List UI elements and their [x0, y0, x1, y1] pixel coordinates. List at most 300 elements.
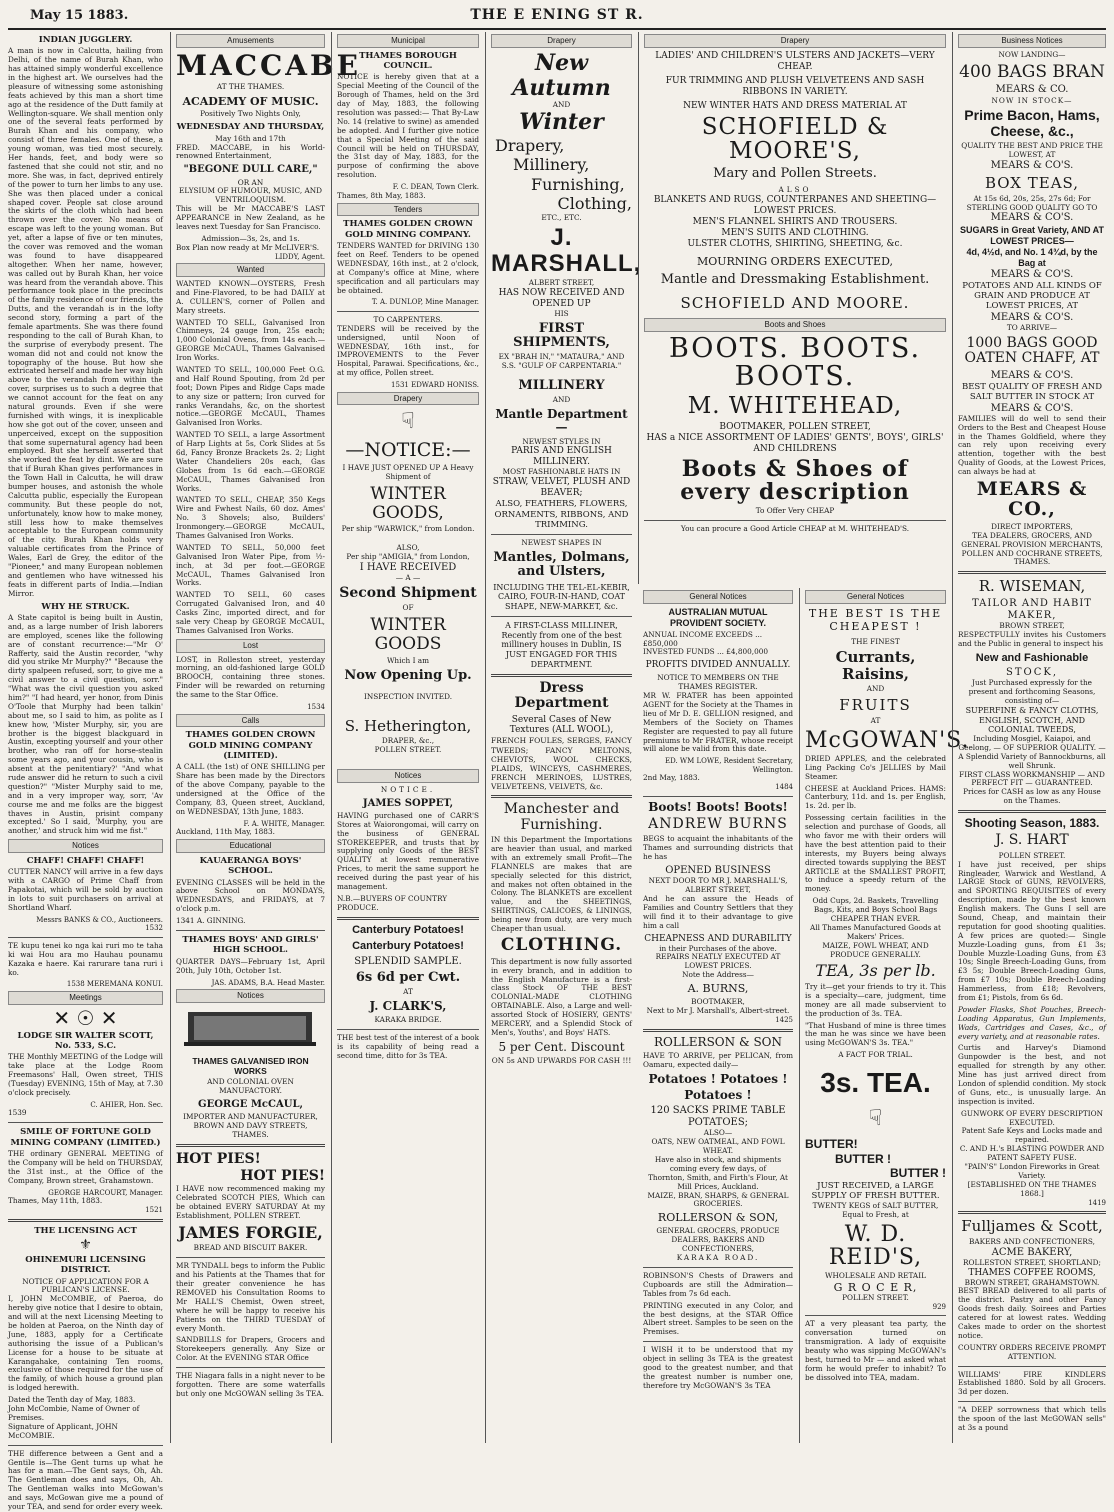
calls-signature: F. A. WHITE, Manager.	[243, 819, 325, 828]
husband-quote: "That Husband of mine is three times the man he was since we have been using McGOWAN'S 3s. TEA."	[805, 1020, 946, 1048]
fireworks: "PAIN'S" London Fireworks in Great Variety.	[964, 1162, 1100, 1180]
column-5	[638, 588, 798, 1443]
next-door: NEXT DOOR TO MR J. MARSHALL'S, ALBERT STREET,	[648, 876, 788, 895]
ulsters-line: LADIES' AND CHILDREN'S ULSTERS AND JACKETS—VERY CHEAP.	[655, 50, 935, 72]
mears-2: MEARS & CO'S.	[990, 159, 1074, 171]
bootmaker-address: BOOTMAKER, POLLEN STREET,	[719, 421, 871, 432]
best-cheapest: THE BEST IS THE CHEAPEST !	[808, 606, 943, 634]
gunwork: GUNWORK OF EVERY DESCRIPTION EXECUTED.	[961, 1108, 1103, 1127]
also-label: ALSO,	[396, 543, 420, 553]
potato-price: 6s 6d per Cwt.	[355, 969, 461, 985]
pointing-hand-icon: ☟	[868, 1106, 883, 1132]
burns-text: BEGS to acquaint the inhabitants of the Thames and surrounding districts that he has	[643, 834, 793, 862]
winter-goods-2: WINTER GOODS	[370, 615, 446, 655]
odd-cups: Odd Cups, 2d. Baskets, Travelling Bags, Kits, and Boys School Bags CHEAPER THAN EVER.	[812, 896, 939, 923]
salt-butter: TWENTY KEGS of SALT BUTTER, Equal to Fresh, at	[812, 1200, 939, 1219]
burns-name: ANDREW BURNS	[648, 816, 788, 833]
hetherington-address: POLLEN STREET.	[374, 745, 442, 755]
amp-number: 1484	[775, 783, 793, 792]
manchester-text: IN this Department the Importations are heavier than usual, and marked with an extremely small Profit—The FLANNELS are makes that are specially selected for this district, and makes not often obtained in the Colony. The BLANKETS are excellent value, and the SHEETINGS, SHIRTINGS, CALICOES, & LININGS, being new from duty, are very much Cheaper than usual.	[491, 835, 632, 933]
straw-velvet: STRAW, VELVET, PLUSH AND BEAVER;	[492, 477, 631, 499]
works-subtitle: AND COLONIAL OVEN MANUFACTORY.	[207, 1077, 294, 1096]
maccabe-title: MACCABE	[176, 48, 362, 82]
wanted-7: WANTED TO SELL, 60 cases Corrugated Galvanised Iron, and 40 Casks Zinc, imported direct, and for sale very Cheap by GEORGE McCAUL, Thames Galvanised Iron Works.	[176, 590, 325, 635]
amp-signature: ED. WM LOWE, Resident Secretary, Wellington.	[665, 757, 793, 774]
wanted-1: WANTED KNOWN—OYSTERS, Fresh and Fine-Flavored, to be had DAILY at A. CULLEN'S, corner of Pollen and Mary streets.	[176, 278, 325, 315]
smile-heading: SMILE OF FORTUNE GOLD MINING COMPANY (LIMITED.)	[10, 1127, 161, 1148]
smile-date: Thames, May 11th, 1883.	[8, 1196, 103, 1206]
pies-heading-2: HOT PIES!	[240, 1168, 325, 1185]
potatoes-heading-2: Potatoes !	[684, 1087, 752, 1102]
licensing-owner: John McCombie, Name of Owner of Premises.	[8, 1404, 140, 1422]
divider	[8, 1219, 163, 1222]
bannockburns: A Splendid Variety of Bannockburns, all well Shrunk.	[958, 751, 1106, 770]
drapery-label: Drapery,	[495, 135, 565, 155]
edu2-heading: THAMES BOYS' AND GIRLS' HIGH SCHOOL.	[182, 935, 319, 956]
amp-date: 2nd May, 1883.	[643, 773, 700, 783]
received-text: HAS NOW RECEIVED AND OPENED UP	[498, 287, 625, 309]
section-notices: Notices	[8, 839, 163, 853]
dressmaking-establishment: Mantle and Dressmaking Establishment.	[660, 271, 930, 287]
potatoes-heading-1: Canterbury Potatoes!	[352, 923, 464, 936]
fact-for-trial: A FACT FOR TRIAL.	[838, 1050, 913, 1060]
clothing-text: This department is now fully assorted in every branch, and in addition to the English Manufacture is a first-class Stock OF THE BEST COLONIAL-MADE CLOTHING OBTAINABLE. Also, a Large and well-assorted Stock of HOSIERY, GENTS' MERCERY, and a Splendid Stock of Men's, Youths', and Boys' HATS.	[491, 956, 632, 1037]
new-autumn: New Autumn	[512, 49, 611, 102]
muni-signature: F. C. DEAN, Town Clerk.	[392, 183, 479, 192]
newest-styles: NEWEST STYLES IN	[522, 436, 601, 446]
manufactured-goods: All Thames Manufactured Goods at Makers' Prices.	[810, 922, 941, 941]
oats-wheat: OATS, NEW OATMEAL, AND FOWL WHEAT.	[651, 1137, 785, 1156]
edu-text: EVENING CLASSES will be held in the above School on MONDAYS, WEDNESDAYS, and FRIDAYS, at 7 o'clock p.m.	[176, 877, 325, 914]
received-label: I HAVE RECEIVED	[359, 561, 457, 573]
ship-amigia: Per ship "AMIGIA," from London,	[346, 552, 470, 562]
licensing-text: I, JOHN McCOMBIE, of Paeroa, do hereby give notice that I desire to obtain, and will at the next Licensing Meeting to be holden at Paeroa, on the Ninth day of June, 1883, apply for a Certificate authorising the issue of a Publican's License for a house to be situate at Karangahake, containing Ten rooms, exclusive of those required for the use of the family, of which house a ground plan is lodged herewith.	[8, 1294, 163, 1393]
suits-line: MEN'S SUITS AND CLOTHING.	[721, 227, 869, 238]
chaff-signature: Messrs BANKS & CO., Auctioneers.	[36, 915, 163, 924]
tea-3s-banner: 3s. TEA.	[820, 1067, 931, 1099]
calls-heading: THAMES GOLDEN CROWN GOLD MINING COMPANY (LIMITED).	[185, 730, 316, 761]
sacks-potatoes: 120 SACKS PRIME TABLE POTATOES;	[650, 1104, 786, 1129]
sandbills-notice: SANDBILLS for Drapers, Grocers and Storekeepers generally. Any Size or Color. At the EVENING STAR Office	[176, 1335, 325, 1363]
dress-textures: Several Cases of New Textures (ALL WOOL),	[509, 714, 614, 736]
rollerson-arrive: HAVE TO ARRIVE, per PELICAN, from Oamaru, expected daily—	[643, 1050, 793, 1069]
dates: May 16th and 17th	[215, 133, 286, 143]
discount-heading: 5 per Cent. Discount	[498, 1039, 625, 1054]
section-notices: Notices	[176, 989, 325, 1003]
mourning-orders: MOURNING ORDERS EXECUTED,	[696, 255, 894, 269]
book-filler: THE best test of the interest of a book is its capability of being read a second time, ditto for 3s TEA.	[337, 1032, 479, 1060]
established-1868: [ESTABLISHED ON THE THAMES 1868.]	[967, 1179, 1097, 1198]
and-label: AND	[552, 100, 571, 110]
and-label: AND	[866, 684, 885, 694]
section-business-notices: Business Notices	[958, 34, 1106, 48]
also-label: ALSO—	[703, 1128, 733, 1138]
winter-label: Winter	[519, 109, 604, 136]
butter-heading-2: BUTTER !	[835, 1151, 891, 1166]
section-educational: Educational	[176, 839, 325, 853]
maize-produce: MAIZE, FOWL WHEAT, AND PRODUCE GENERALLY.	[822, 940, 929, 959]
burns-text-2: And he can assure the Heads of Families and Country Settlers that they will find it to their advantage to give him a call	[643, 894, 793, 930]
procure-text: You can procure a Good Article CHEAP at M. WHITEHEAD'S.	[680, 523, 910, 533]
maori-notice: TE kupu tenei ko nga kai ruri mo te taha ki wai Hou ara mo Hauhau pounamu Kazaka e haere. Kai rarurare tana ruri i ko.	[8, 940, 163, 977]
ulster-cloths-line: ULSTER CLOTHS, SHIRTING, SHEETING, &c.	[687, 238, 903, 249]
column-2	[170, 32, 362, 1443]
including-shapes: INCLUDING THE TEL-EL-KEBIR, CAIRO, FOUR-IN-HAND, COAT SHAPE, NEW-MARKET, &c.	[493, 582, 630, 612]
paris-english: PARIS AND ENGLISH MILLINERY.	[511, 446, 612, 468]
soppet-name: JAMES SOPPET,	[362, 797, 454, 809]
mccaul-trade: IMPORTER AND MANUFACTURER,	[183, 1112, 318, 1122]
manchester-furnishing: Manchester and Furnishing.	[503, 801, 620, 833]
dress-materials: FRENCH FOULES, SERGES, FANCY TWEEDS; FANCY MELTONS, CHEVIOTS, WOOL CHECKS, PLAIDS, WINCEYS, CASHMERES, FRENCH MERINOES, LUSTRES, VELVETEENS, VELVETS, &c.	[491, 736, 632, 792]
notice-banner: —NOTICE:—	[345, 439, 471, 462]
feathers-flowers: ALSO, FEATHERS, FLOWERS, ORNAMENTS, RIBBONS, AND TRIMMING.	[494, 499, 629, 530]
forgie-trade: BREAD AND BISCUIT BAKER.	[193, 1243, 308, 1253]
amp-funds: INVESTED FUNDS ... £4,800,000	[643, 647, 769, 657]
hart-address: POLLEN STREET.	[998, 850, 1066, 860]
section-general-notices: General Notices	[643, 590, 793, 604]
second-shipment: Second Shipment	[339, 585, 477, 602]
bacon-hams: Prime Bacon, Hams, Cheese, &c.,	[964, 107, 1100, 139]
newest-shapes: NEWEST SHAPES IN	[521, 538, 602, 548]
at-label: AT	[403, 987, 413, 996]
section-calls: Calls	[176, 714, 325, 728]
wanted-5: WANTED TO SELL, CHEAP, 350 Kegs Wire and Fwhest Nails, 60 doz. Ames' No. 3 Shovels; also, Builders' Ironmongery.—GEORGE McCAUL, Thames Galvanised Iron Works.	[176, 495, 325, 540]
divider	[176, 1257, 325, 1258]
curtis-harvey: Curtis and Harvey's Diamond Gunpowder is the best, and not equalled for strength by any other. Mine has just arrived direct from London of splendid condition. My stock of Guns, etc., is unusually large. An inspection is invited.	[958, 1043, 1106, 1106]
divider	[643, 1267, 793, 1268]
muni-heading: THAMES BOROUGH COUNCIL.	[359, 50, 457, 72]
boots-shoes-description: Boots & Shoes of every description	[680, 455, 910, 505]
bran-bags: 400 BAGS BRAN	[959, 61, 1105, 82]
country-orders: COUNTRY ORDERS RECEIVE PROMPT ATTENTION.	[958, 1342, 1107, 1361]
chaff-number: 1532	[145, 924, 163, 933]
licensing-signature: Signature of Applicant, JOHN McCOMBIE.	[8, 1421, 118, 1440]
article-title-indian-jugglery: INDIAN JUGGLERY.	[38, 35, 133, 45]
divider	[958, 1211, 1106, 1214]
section-amusements: Amusements	[176, 34, 325, 48]
wanted-6: WANTED TO SELL, 50,000 feet Galvanised Iron Water Pipe, from ½-inch, at 3d per foot.—GEORGE McCAUL, Thames Galvanised Iron Works.	[176, 542, 325, 588]
section-wanted: Wanted	[176, 263, 325, 277]
divider	[491, 674, 632, 677]
acme-bakery: ACME BAKERY,	[991, 1246, 1073, 1258]
column-3	[331, 32, 484, 1443]
opening-up: Now Opening Up.	[344, 667, 472, 683]
now-in-stock: NOW IN STOCK—	[991, 95, 1073, 105]
section-tenders: Tenders	[337, 203, 479, 217]
thornton-flour: Thornton, Smith, and Firth's Flour, At Mill Prices, Auckland.	[648, 1172, 788, 1191]
cash-prices: Prices for CASH as low as any House on the Thames.	[963, 787, 1101, 806]
liddy-agent: LIDDY, Agent.	[274, 252, 325, 261]
chaff-text: CUTTER NANCY will arrive in a few days with a CARGO of Prime Chaff from Papakotai, which will be sold by auction in lots to suit purchasers on arrival at Shortland Wharf.	[8, 867, 163, 912]
brown-street: BROWN STREET,	[999, 621, 1065, 631]
soppet-nb: N.B.—BUYERS OF COUNTRY PRODUCE.	[337, 893, 448, 912]
tea-party-filler: AT a very pleasant tea party, the conversation turned on transmigration. A lady of exquisite beauty who was sipping McGOWAN's best, turned to Mr — and asked what form he would prefer to inhabit? To be dissolved into TEA, madam.	[805, 1319, 946, 1382]
opened-text: I HAVE JUST OPENED UP A Heavy Shipment of	[342, 463, 474, 482]
amp-profits: PROFITS DIVIDED ANNUALLY.	[645, 660, 791, 671]
his-label: HIS	[554, 308, 569, 318]
maize-bran: MAIZE, BRAN, SHARPS, & GENERAL GROCERIES.	[647, 1190, 789, 1209]
dress-department: Dress Department	[514, 679, 609, 712]
potatoes-heading-2: Canterbury Potatoes!	[352, 940, 464, 953]
stock-text: Just Purchased expressly for the present and forthcoming Seasons, consisting of—	[968, 678, 1096, 705]
calls-date: Auckland, 11th May, 1883.	[176, 827, 275, 837]
days: WEDNESDAY AND THURSDAY,	[176, 122, 325, 133]
divider	[643, 1341, 793, 1342]
discount-terms: ON 5s AND UPWARDS FOR CASH !!!	[491, 1055, 632, 1065]
box-teas-prices: At 15s 6d, 20s, 25s, 27s 6d; For STERLING GOOD QUALITY GO TO	[966, 193, 1098, 212]
potatoes-grain: POTATOES AND ALL KINDS OF GRAIN AND PRODUCE AT LOWEST PRICES, AT	[962, 280, 1102, 312]
divider	[643, 796, 793, 797]
mantles-dolmans: Mantles, Dolmans, and Ulsters,	[493, 550, 630, 580]
fresh-butter: BEST QUALITY OF FRESH AND SALT BUTTER IN STOCK AT	[961, 381, 1103, 403]
hart-number: 1419	[1088, 1198, 1106, 1207]
lodge-signature: C. AHIER, Hon. Sec.	[90, 1100, 163, 1109]
try-it: Try it—get your friends to try it. This is a specialty—care, judgment, time money are all made subservient to the production of 3s. TEA.	[805, 982, 946, 1018]
families-text: FAMILIES will do well to send their Orders to the Best and Cheapest House in the Thames Goldfield, where they can rely upon receiving every attention, together with the best Quality of Goods, at the Lowest Prices, can always be had at	[958, 413, 1106, 477]
masonic-emblem-icon: ✕ ☉ ✕	[53, 1005, 118, 1030]
also-label: ALSO	[778, 184, 812, 194]
licensing-notice-title: NOTICE OF APPLICATION FOR A PUBLICAN'S LICENSE.	[22, 1276, 149, 1295]
divider	[491, 534, 632, 535]
maori-signature: 1538 MEREMANA KONUI.	[66, 980, 163, 989]
tea-price-heading: TEA, 3s per lb.	[815, 961, 936, 981]
carpenters-signature: 1531 EDWARD HONISS.	[391, 381, 479, 390]
cloths-list: SUPERFINE & FANCY CLOTHS, ENGLISH, SCOTCH, AND COLONIAL TWEEDS,	[965, 705, 1099, 735]
first-shipments: FIRST SHIPMENTS,	[513, 320, 610, 350]
wanted-3: WANTED TO SELL, 100,000 Feet O.G. and Half Round Spouting, from 2d per foot; Down Pipes and Ridge Caps made to any size or pattern; Iron curved for ranks Verandahs, &c, on the shortest notice.—GEORGE McCAUL, Thames Galvanised Iron Works.	[176, 364, 325, 428]
furnishing-label: Furnishing,	[531, 174, 625, 194]
divider	[958, 810, 1106, 813]
tailor-label: TAILOR AND HABIT MAKER,	[972, 597, 1092, 621]
newspaper-title: THE E ENING ST R.	[470, 7, 644, 23]
divider	[958, 1366, 1106, 1367]
section-municipal: Municipal	[337, 34, 479, 48]
reid-name: W. D. REID'S,	[828, 1221, 923, 1270]
carpenters-heading: TO CARPENTERS.	[373, 314, 443, 324]
hetherington-trade: DRAPER, &c.,	[381, 736, 435, 746]
rolleston-street: ROLLESTON STREET, SHORTLAND;	[963, 1257, 1101, 1267]
boots-heading: Boots! Boots! Boots!	[648, 799, 788, 814]
sugars-prices: 4d, 4½d, and No. 1 4¾d, by the Bag at	[966, 246, 1098, 268]
mears-address: POLLEN AND COCHRANE STREETS, THAMES.	[961, 548, 1103, 567]
niagara-filler: THE Niagara falls in a night never to be forgotten. There are some waterfalls but only one McGOWAN selling 3s TEA.	[176, 1371, 325, 1398]
direct-importers: DIRECT IMPORTERS,	[991, 521, 1073, 531]
academy: ACADEMY OF MUSIC.	[182, 95, 319, 109]
rollerson-address: KARAKA ROAD.	[676, 1253, 760, 1263]
section-drapery: Drapery	[337, 392, 479, 406]
fulljames-scott: Fulljames & Scott,	[961, 1217, 1103, 1236]
coffee-rooms: THAMES COFFEE ROOMS,	[968, 1267, 1096, 1278]
winter-goods-1: WINTER GOODS,	[370, 483, 446, 523]
article-body-why-he-struck: A State capitol is being built in Austin, and, as a large number of Irish laborers are employed, scenes like the following are of constant recurrence:—"Mr O' Rafferty, said the Austin recorder, "why did you strike Mr Murphy?" "Because the dirty spalpeen refused, sorr, to give me a civil answer to a civil question, sorr." "What was the civil question you asked him?" "I had heard, yer honor, from Dinis O'Toole that Murphy had been talkin' about me, so I said to him, as polite as I knew how, 'Mister Murphy, sir, you are brother is the biggest blackguard in Austin, excepting yourself and your other brother, who ran off for horse-stealin some years ago, and your cousin, who is absent at the penitentiary?' "And what rude answer did he return to such a civil question?" "Mister Murphy said to me, and in a very improper way, sorr, 'Av course me and me folks are the biggest thaves in Austin, prisint company excepted.' So I said, 'Murphy, you are another,' and struck him wid me fist."	[8, 612, 163, 836]
column-4	[485, 32, 642, 1443]
mantle-department: Mantle Department—	[495, 407, 628, 435]
wholesale-label: WHOLESALE AND RETAIL	[825, 1270, 926, 1280]
ships-list: EX "BRAH IN," "MATAURA," AND S.S. "GULF OF CARPENTARIA."	[498, 352, 625, 371]
to-arrive: TO ARRIVE—	[1006, 322, 1058, 332]
butter-heading-3: BUTTER !	[890, 1166, 946, 1181]
edu2-signature: JAS. ADAMS, B.A. Head Master.	[211, 978, 325, 987]
mccaul-address: BROWN AND DAVY STREETS, THAMES.	[193, 1121, 308, 1140]
fashionable-hats: MOST FASHIONABLE HATS IN	[502, 467, 621, 477]
calls-text: A CALL (the 1st) of ONE SHILLING per Share has been made by the Directors of the above Company, payable to the undersigned at the Office of the Company, 83, Queen street, Auckland, on WEDNESDAY, 13th June, 1883.	[176, 762, 325, 816]
works-title: THAMES GALVANISED IRON WORKS	[192, 1055, 309, 1077]
sugars-variety: SUGARS in Great Variety, AND AT LOWEST PRICES—	[959, 224, 1105, 246]
rollerson-name-2: ROLLERSON & SON,	[657, 1211, 779, 1225]
fruits-label: FRUITS	[839, 696, 912, 715]
fur-trimming-line: FUR TRIMMING AND PLUSH VELVETEENS AND SASH RIBBONS IN VARIETY.	[665, 75, 925, 97]
at-label: AT	[870, 715, 881, 725]
tender-text: TENDERS WANTED for DRIVING 130 feet on Reef. Tenders to be opened WEDNESDAY, 16th inst., at 2 o'clock, at Company's office at Mine, where specification and all particulars may be obtained.	[337, 241, 479, 295]
now-landing: NOW LANDING—	[998, 49, 1066, 59]
aburns-name: A. BURNS,	[687, 982, 749, 996]
licensing-date: Dated the Tenth day of May, 1883.	[8, 1395, 136, 1405]
aburns-address: Next to Mr J. Marshall's, Albert-street.	[646, 1006, 790, 1016]
fresh-butter: JUST RECEIVED, a LARGE SUPPLY OF FRESH BUTTER.	[811, 1181, 940, 1202]
ship-warwick: Per ship "WARWICK," from London.	[341, 524, 475, 534]
repairs: REPAIRS NEATLY EXECUTED AT LOWEST PRICES.	[655, 952, 781, 971]
robinson-notice: ROBINSON'S Chests of Drawers and Cupboards are still the Admiration—Tables from 7s 6d each.	[643, 1270, 793, 1298]
forgie-name: JAMES FORGIE,	[178, 1222, 323, 1242]
first-class-milliner: A FIRST-CLASS MILLINER, Recently from one of the best millinery houses in Dublin, IS JUST ENGAGED FOR THIS DEPARTMENT.	[501, 620, 622, 669]
inspection-invited: INSPECTION INVITED.	[363, 691, 453, 701]
smile-signature: GEORGE HARCOURT, Manager.	[48, 1188, 163, 1197]
assortment-text: HAS a NICE ASSORTMENT OF LADIES' GENTS', BOYS', GIRLS' AND CHILDRENS	[646, 432, 944, 454]
hart-text: I have just received, per ships Ringleader, Warwick and Westland, A LARGE Stock of GUNS, REVOLVERS, and SPORTING REQUISITES of every description, made by the best known English makers. The Guns I sell are Sound, Cheap, and maintain their reputation for good shooting qualities. A few prices are quoted:— Single Muzzle-Loading guns, from £1 3s; Double Muzzle-Loading Guns, from £3 10s; Single Breech-Loading Guns, from £3 5s; Double Breech-Loading Guns, from £7 10s; Double Breech-Loading Hammerless, from £18; Revolvers, from £1; Pistols, from 6s 6d.	[958, 859, 1106, 1002]
hart-name: J. S. HART	[995, 832, 1069, 849]
licensing-district: OHINEMURI LICENSING DISTRICT.	[25, 1254, 146, 1276]
wanted-2: WANTED TO SELL, Galvanised Iron Chimneys, 24 gauge Iron, 25s each; 1,000 Colonial Ovens, from 14s each.—GEORGE McCAUL, Thames Galvanised Iron Works.	[176, 317, 325, 363]
millinery-heading: MILLINERY	[518, 377, 605, 393]
schofield-moore: SCHOFIELD & MOORE'S,	[701, 113, 889, 164]
tea-dealers: TEA DEALERS, GROCERS, AND GENERAL PROVISION MERCHANTS,	[961, 530, 1103, 549]
section-drapery: Drapery	[491, 34, 632, 48]
winter-hats-line: NEW WINTER HATS AND DRESS MATERIAL AT	[683, 100, 907, 111]
currants-raisins: Currants, Raisins,	[835, 648, 916, 683]
admission: Admission—3s, 2s, and 1s.	[201, 233, 300, 243]
box-teas: BOX TEAS,	[984, 174, 1080, 193]
grocer-label: G R O C E R,	[833, 1280, 918, 1294]
cheapness-durability: CHEAPNESS AND DURABILITY	[644, 933, 792, 944]
shooting-season: Shooting Season, 1883.	[964, 816, 1100, 831]
wanted-4: WANTED TO SELL, a large Assortment of Harp Lights at 5s, Cork Slides at 5s 6d, Fancy Bronze Brackets 2s. 2; Light Water Chandeliers 20s each, Gas Globes from 1s 6d each.—GEORGE McCAUL, Thames Galvanised Iron Works.	[176, 430, 325, 493]
lodge-heading: LODGE SIR WALTER SCOTT, No. 533, S.C.	[17, 1030, 154, 1052]
mcgowans-name: McGOWAN'S.	[805, 727, 970, 753]
chaff-heading: CHAFF! CHAFF! CHAFF!	[26, 855, 145, 866]
smile-number: 1521	[145, 1205, 163, 1214]
mccaul-name: GEORGE McCAUL,	[198, 1099, 303, 1111]
oaten-chaff: 1000 BAGS GOOD OATEN CHAFF, AT	[964, 334, 1100, 367]
begone: "BEGONE DULL CARE,"	[183, 164, 318, 176]
column-6	[799, 588, 970, 1443]
potatoes-heading-1: Potatoes ! Potatoes !	[648, 1071, 788, 1086]
stock-line: Have also in stock, and shipments coming every few days, of	[654, 1154, 782, 1173]
divider	[8, 1445, 163, 1446]
tender-signature: T. A. DUNLOP, Mine Manager.	[371, 298, 479, 307]
mears-6: MEARS & CO'S.	[990, 369, 1074, 381]
iron-tank-illustration-icon	[176, 1006, 324, 1050]
article-body-indian-jugglery: A man is now in Calcutta, hailing from Delhi, of the name of Burah Khan, who has attained simply wonderful excellence in the highest art. We ourselves had the pleasure of witnessing some astonishing feats achieved by this man a short time ago at the residence of the Dutt family at Wellington-square. We shall mention only one of the several feats performed by Burah Khan and his company, who consist of three females. One of these, a young woman, was tied most securely. Her hands, feet, and body were so fastened that she could not stir, and no more. She was, in fact, deprived entirely of the power to turn her limbs to any use. She was then placed under a conical shaped cover. People sat close around the skirts of the cloth which had been thrown over the cover. No means of escape was left to the young woman. But yet, after a lapse of five or ten minutes, the cover was removed and the woman was found to have disappeared altogether. When her name, however, was called out by Burah Khan, her voice was heard from the verandah above. This performance took place in the precincts of the family residence of our friends, the Dutts, and the verandah is in the lofty second story, forming a part of the female apartments. She was there found responding to the call of Burah Khan, to the surprise of everybody present. The woman did not and could not know the topography of the house. But how she extricated herself and made her way high above to the verandah from within the cover, surprises us to such a degree that we cannot account for the feat on any natural grounds. Even if she were furnished with wings, it is inexplicable how she got out of the cover, unseen and unperceived, except on the supposition that some supernatural agency had been employed. But she herself asserted that she worked the feat by dint. We are sure that if Burah Khan gives performances in the Town Hall in Calcutta, he will draw bumper houses, and astonish the whole Calcutta public, especially the European community. But these people do not, unfortunately, know how to make money, still less how to make themselves acceptable to the European community of the city. Burah Khan holds very valuable certificates from the Prince of Wales, Earl de Grey, the editor of the "Pioneer," and many European noblemen and gentlemen who have witnessed his feats in different parts of India.—Indian Mirror.	[8, 46, 163, 598]
nights: Positively Two Nights Only,	[200, 109, 301, 119]
or-an: OR AN	[237, 177, 264, 187]
powder-flasks: Powder Flasks, Shot Pouches, Breech-Loading Apparatus, Gun Implements, Wads, Cartridges and Cases, &c., of every variety, and at reasonable rates.	[958, 1004, 1106, 1041]
cheese-hams: CHEESE at Auckland Prices. HAMS: Canterbury, 11d. and 1s. per English, 1s. 2d. per lb.	[805, 783, 946, 811]
coat-of-arms-icon: ⚜	[79, 1236, 92, 1253]
fire-kindlers: WILLIAMS' FIRE KINDLERS Established 1880. Sold by all Grocers. 3d per dozen.	[958, 1369, 1106, 1397]
muni-date: Thames, 8th May, 1883.	[337, 190, 426, 200]
families-purchases: in their Purchases of the above.	[659, 943, 777, 953]
blasting-powder: C. AND H.'s BLASTING POWDER AND PATENT SAFETY FUSE.	[959, 1144, 1105, 1163]
and-label-2: AND	[552, 395, 571, 405]
of-label: OF	[402, 603, 414, 613]
elysium: ELYSIUM OF HUMOUR, MUSIC, AND VENTRILOQUISM.	[179, 186, 322, 205]
divider	[176, 1144, 325, 1147]
opened-business: OPENED BUSINESS	[665, 865, 771, 877]
issue-date: May 15 1883.	[30, 8, 129, 23]
schofield-moore-footer: SCHOFIELD AND MOORE.	[680, 293, 910, 312]
mears-3: MEARS & CO'S.	[990, 212, 1074, 224]
article-title-why-he-struck: WHY HE STRUCK.	[41, 601, 130, 612]
box-plan: Box Plan now ready at Mr McLIVER'S.	[176, 242, 320, 252]
soppet-notice-label: NOTICE.	[380, 784, 436, 794]
respectfully-text: RESPECTFULLY invites his Customers and the Public in general to inspect his	[958, 630, 1106, 648]
lost-brooch: LOST, in Rolleston street, yesterday morning, an old-fashioned large GOLD BROOCH, containing three stones. Finder will be rewarded on returning the same to the Star Office.	[176, 654, 325, 700]
edu-signature: 1341 A. GINNING.	[176, 916, 246, 926]
tea-filler: I WISH it to be understood that my object in selling 3s TEA is the greatest good to the greatest number, and that the greatest number is number one, therefore try McGOWAN'S 3s TEA	[643, 1345, 793, 1390]
column-7	[952, 32, 1106, 1443]
marshall-name: J. MARSHALL,	[491, 224, 642, 277]
section-boots-shoes: Boots and Shoes	[644, 318, 946, 332]
edu2-text: QUARTER DAYS—February 1st, April 20th, July 10th, October 1st.	[176, 956, 325, 975]
flannel-line: MEN'S FLANNEL SHIRTS AND TROUSERS.	[692, 216, 898, 227]
last-appearance: This will be Mr MACCABE'S LAST APPEARANCE in New Zealand, as he leaves next Tuesday for San Francisco.	[176, 204, 325, 231]
workmanship: FIRST CLASS WORKMANSHIP — AND PERFECT FIT — GUARANTEED.	[959, 769, 1105, 788]
reid-number: 929	[932, 1302, 946, 1311]
millinery-label: Millinery,	[513, 155, 590, 175]
licensing-heading: THE LICENSING ACT	[34, 1225, 137, 1236]
brown-street-2: BROWN STREET, GRAHAMSTOWN.	[964, 1277, 1100, 1287]
rollerson-name: ROLLERSON & SON	[653, 1034, 783, 1049]
divider	[337, 1029, 479, 1030]
divider	[958, 1401, 1106, 1402]
divider	[643, 1029, 793, 1032]
safe-keys: Patent Safe Keys and Locks made and repaired.	[961, 1126, 1103, 1145]
masthead	[8, 4, 1106, 30]
section-general-notices: General Notices	[805, 590, 946, 604]
mears-5: MEARS & CO'S.	[990, 311, 1074, 323]
aburns-number: 1425	[775, 1016, 793, 1025]
column-1	[8, 32, 168, 1511]
fred-maccabe: FRED. MACCABE, in his World-renowned Entertainment,	[176, 142, 325, 161]
finest-label: THE FINEST	[851, 636, 900, 646]
drapery-boots-spanning-block	[638, 32, 951, 584]
offer-cheap: To Offer Very CHEAP	[755, 505, 835, 515]
pies-heading-1: HOT PIES!	[176, 1151, 261, 1168]
dried-apples: DRIED APPLES, and the celebrated Ling Packing Co's JELLIES by Mail Steamer.	[805, 753, 946, 781]
divider	[8, 1122, 163, 1123]
possessing-text: Possessing certain facilities in the selection and purchase of Goods, all who favor me with their orders will have the best attention paid to their interests, my Buyers being always directed towards supplying the BEST ARTICLE at the SMALLEST PROFIT, to induce a speedy return of the money.	[805, 813, 946, 894]
mears-8: MEARS & CO.,	[976, 477, 1088, 520]
clark-name: J. CLARK'S,	[369, 998, 447, 1013]
note-address: Note the Address—	[682, 970, 754, 980]
lodge-text: THE Monthly MEETING of the Lodge will take place at the Lodge Room Freemasons' Hall, Owen street, THIS (Tuesday) EVENING, 15th of May, at 7.30 o'clock precisely.	[8, 1052, 163, 1097]
divider	[176, 930, 325, 931]
amp-heading: AUSTRALIAN MUTUAL PROVIDENT SOCIETY.	[668, 606, 768, 628]
smile-text: THE ordinary GENERAL MEETING of the Company will be held on THURSDAY, the 31st inst., at the Office of the Company, Brown street, Grahamstown.	[8, 1148, 163, 1185]
blankets-line: BLANKETS AND RUGS, COUNTERPANES AND SHEETING—LOWEST PRICES.	[653, 194, 937, 216]
muni-text: NOTICE is hereby given that at a Special Meeting of the Council of the Borough of Thames, held on the 3rd day of May, 1883, the following resolution was passed:— That By-Law No. 14 (relative to swine) as amended be adopted. And I further give notice that a Special Meeting of the said Council will be held on THURSDAY, the 31st day of May, 1883, for the purpose of confirming the above resolution.	[337, 72, 479, 180]
section-meetings: Meetings	[8, 991, 163, 1005]
